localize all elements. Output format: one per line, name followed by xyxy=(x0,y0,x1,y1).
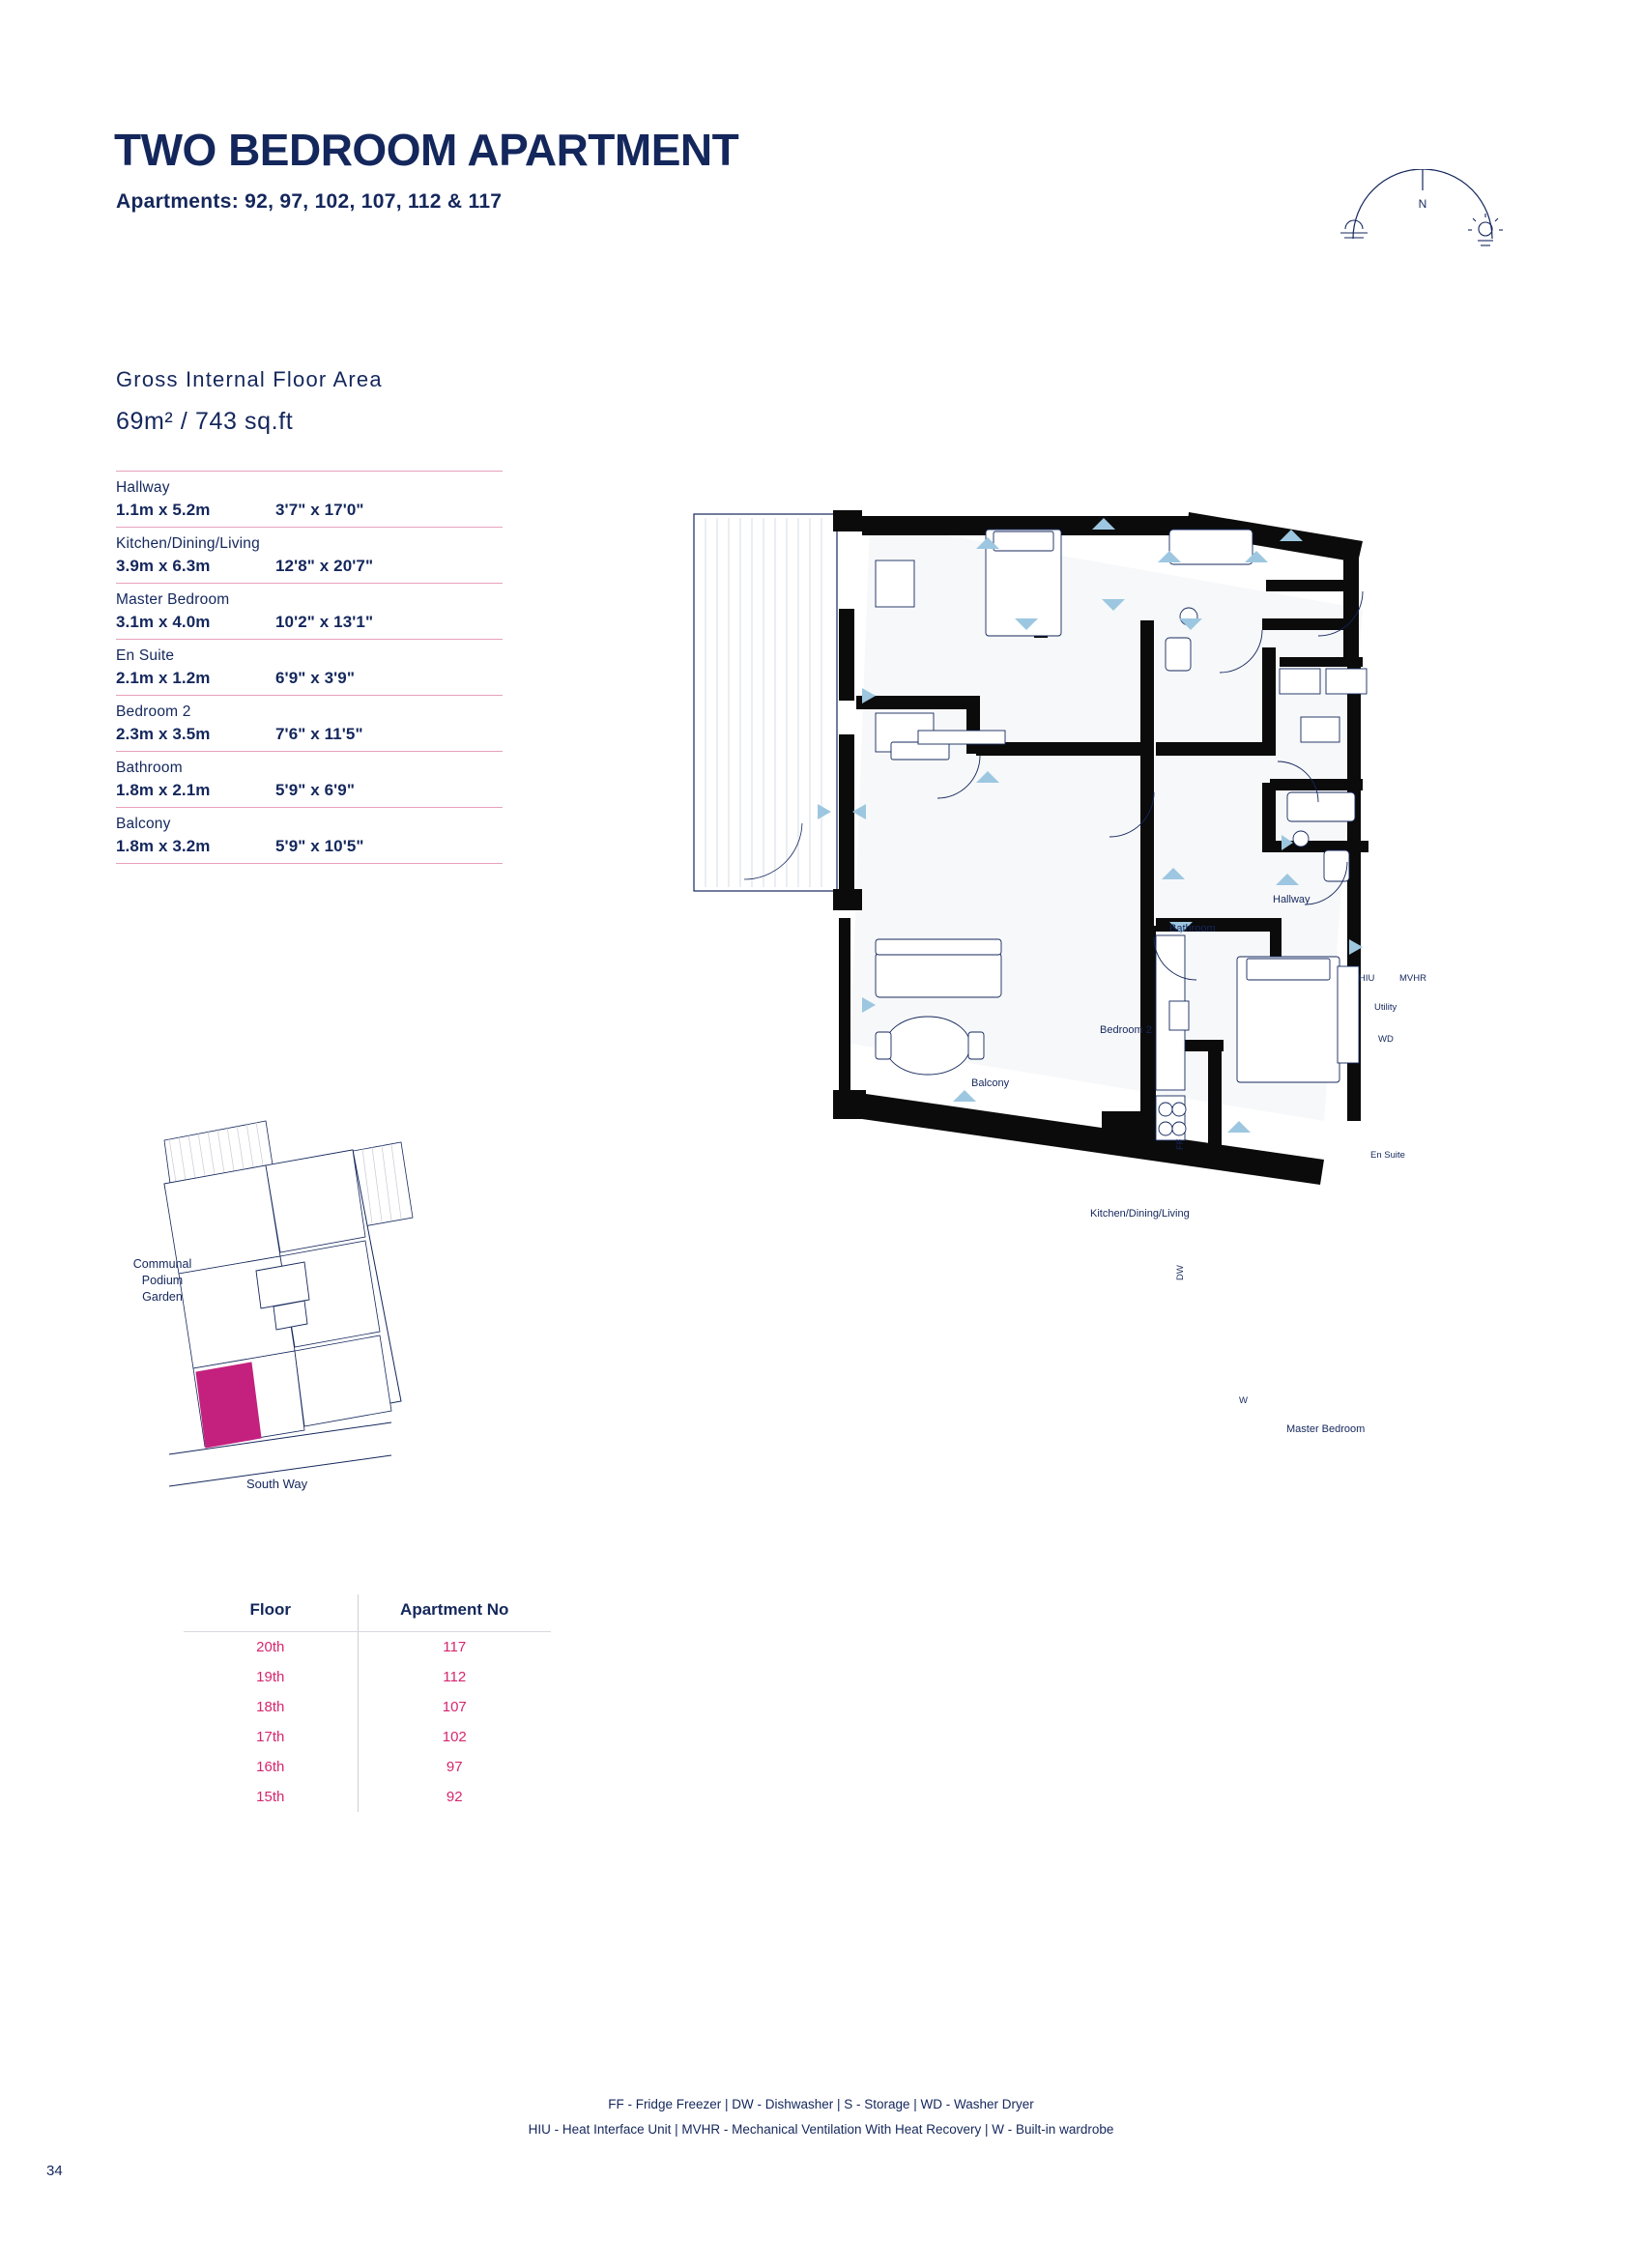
room-name: Kitchen/Dining/Living xyxy=(116,535,260,552)
room-metric: 1.8m x 2.1m xyxy=(116,781,211,799)
cell-floor: 17th xyxy=(184,1722,358,1752)
cell-floor: 19th xyxy=(184,1662,358,1692)
room-schedule xyxy=(116,471,503,864)
gifa-label: Gross Internal Floor Area xyxy=(116,367,383,391)
floor-plan-drawing xyxy=(686,502,1459,1401)
table-row xyxy=(184,1632,551,1663)
compass-rose xyxy=(1336,169,1510,275)
room-imperial: 7'6" x 11'5" xyxy=(275,725,363,743)
plan-label-bathroom: Bathroom xyxy=(1169,923,1216,934)
col-header-apartment: Apartment No xyxy=(358,1594,551,1632)
cell-floor: 20th xyxy=(184,1632,358,1663)
cell-apartment: 112 xyxy=(443,1669,467,1685)
cell-apartment: 117 xyxy=(443,1639,467,1655)
room-imperial: 12'8" x 20'7" xyxy=(275,557,374,575)
plan-label-dw: DW xyxy=(1175,1265,1186,1280)
room-row xyxy=(116,640,503,696)
svg-text:N: N xyxy=(1418,197,1427,211)
plan-label-kitchen: Kitchen/Dining/Living xyxy=(1090,1208,1190,1220)
plan-label-hiu: HIU xyxy=(1359,973,1375,984)
legend-line-1: FF - Fridge Freezer | DW - Dishwasher | S - Storage | WD - Washer Dryer xyxy=(608,2097,1034,2111)
south-way-label: South Way xyxy=(246,1477,308,1491)
room-row xyxy=(116,696,503,752)
cell-floor: 16th xyxy=(184,1752,358,1782)
floor-apartment-table xyxy=(184,1594,570,1812)
page-title: TWO BEDROOM APARTMENT xyxy=(114,125,739,175)
room-name: Master Bedroom xyxy=(116,591,230,608)
room-row xyxy=(116,752,503,808)
plan-label-bedroom2: Bedroom 2 xyxy=(1100,1024,1152,1036)
cell-floor: 18th xyxy=(184,1692,358,1722)
table-header-row xyxy=(184,1594,551,1632)
room-imperial: 5'9" x 6'9" xyxy=(275,781,356,799)
cell-apartment: 92 xyxy=(446,1789,463,1805)
col-header-floor: Floor xyxy=(184,1594,358,1632)
plan-label-mvhr: MVHR xyxy=(1399,973,1426,984)
table-row xyxy=(184,1752,551,1782)
room-name: Balcony xyxy=(116,816,171,832)
room-metric: 2.3m x 3.5m xyxy=(116,725,211,743)
cell-apartment: 107 xyxy=(442,1699,467,1715)
room-imperial: 3'7" x 17'0" xyxy=(275,501,364,519)
room-metric: 3.1m x 4.0m xyxy=(116,613,211,631)
room-metric: 1.1m x 5.2m xyxy=(116,501,211,519)
communal-garden-label: Communal Podium Garden xyxy=(132,1257,192,1304)
legend-line-2: HIU - Heat Interface Unit | MVHR - Mechanical Ventilation With Heat Recovery | W - Built-in wardrobe xyxy=(528,2121,1114,2137)
room-row xyxy=(116,808,503,864)
gifa-value: 69m² / 743 sq.ft xyxy=(116,408,294,435)
page-subtitle: Apartments: 92, 97, 102, 107, 112 & 117 xyxy=(116,190,503,213)
legend-footer xyxy=(0,2092,1642,2141)
room-imperial: 5'9" x 10'5" xyxy=(275,837,364,855)
table-row xyxy=(184,1662,551,1692)
room-imperial: 6'9" x 3'9" xyxy=(275,669,356,687)
room-metric: 3.9m x 6.3m xyxy=(116,557,211,575)
plan-label-utility: Utility xyxy=(1374,1002,1397,1013)
room-row xyxy=(116,584,503,640)
plan-label-ensuite: En Suite xyxy=(1370,1150,1405,1161)
page-number: 34 xyxy=(46,2163,63,2179)
table-row xyxy=(184,1722,551,1752)
plan-label-ff: FF xyxy=(1175,1138,1186,1150)
room-metric: 1.8m x 3.2m xyxy=(116,837,211,855)
room-name: Hallway xyxy=(116,479,170,496)
plan-label-balcony: Balcony xyxy=(971,1077,1010,1089)
plan-label-wd: WD xyxy=(1378,1034,1394,1045)
room-name: Bedroom 2 xyxy=(116,703,191,720)
table-row xyxy=(184,1692,551,1722)
room-row xyxy=(116,528,503,584)
plan-label-master-bedroom: Master Bedroom xyxy=(1286,1423,1366,1435)
room-name: Bathroom xyxy=(116,760,183,776)
room-name: En Suite xyxy=(116,647,175,664)
room-imperial: 10'2" x 13'1" xyxy=(275,613,374,631)
cell-floor: 15th xyxy=(184,1782,358,1812)
plan-label-w: W xyxy=(1239,1395,1248,1406)
cell-apartment: 97 xyxy=(446,1759,463,1775)
room-metric: 2.1m x 1.2m xyxy=(116,669,211,687)
plan-label-hallway: Hallway xyxy=(1273,894,1311,905)
room-row xyxy=(116,471,503,528)
cell-apartment: 102 xyxy=(442,1729,467,1745)
table-row xyxy=(184,1782,551,1812)
